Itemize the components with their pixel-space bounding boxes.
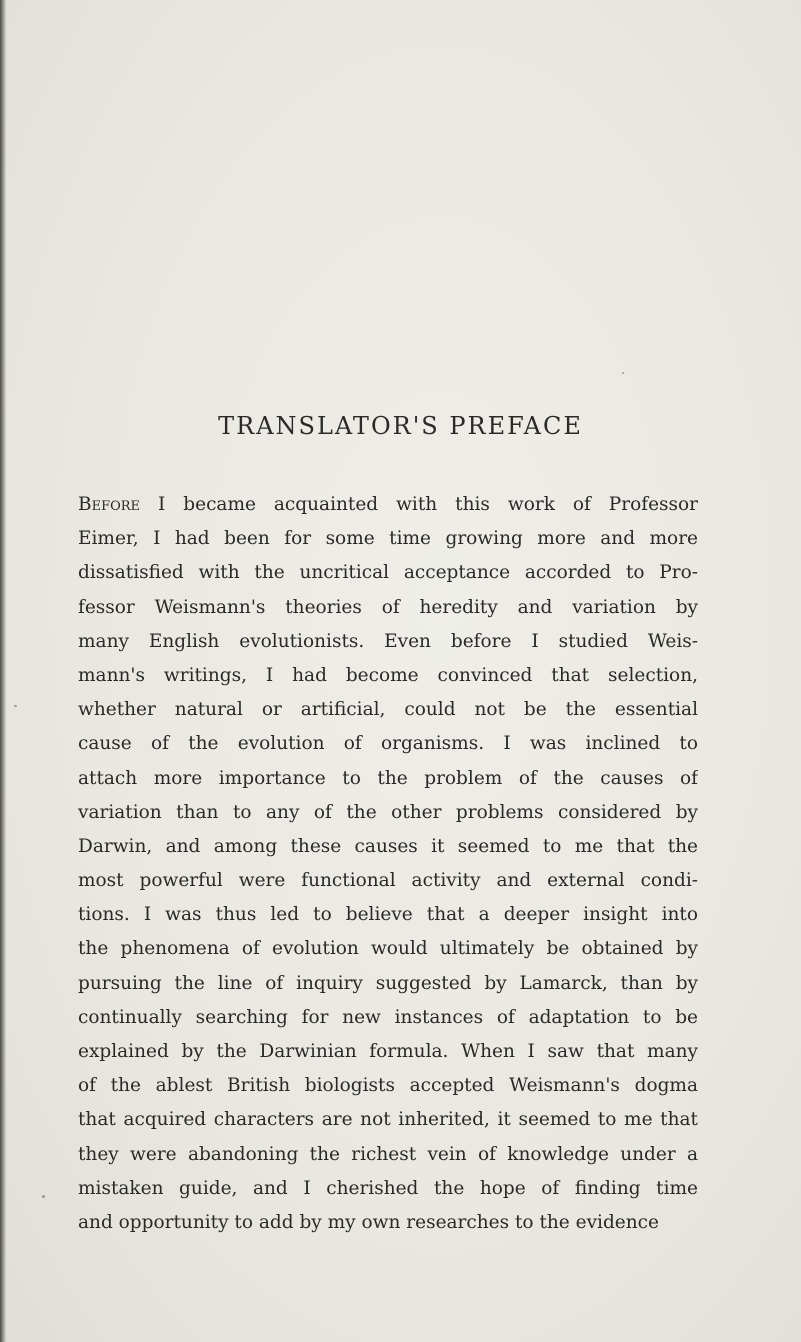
text-line: mistaken guide, and I cherished the hope of finding time [78, 1177, 698, 1199]
text-line: pursuing the line of inquiry suggested by Lamarck, than by [78, 972, 698, 994]
text-line: explained by the Darwinian formula. When I saw that many [78, 1041, 698, 1062]
text-line: the phenomena of evolution would ultimately be obtained by [78, 938, 698, 960]
text-line: mann's writings, I had become convinced that selection, [78, 664, 698, 686]
text-line: Darwin, and among these causes it seemed to me that the [78, 835, 698, 857]
text-line: continually searching for new instances of adaptation to be [78, 1006, 698, 1028]
text-line: Eimer, I had been for some time growing more and more [78, 528, 698, 550]
text-line: variation than to any of the other problems considered by [78, 801, 698, 823]
page-binding-edge [0, 0, 6, 1342]
text-line: Before I became acquainted with this work of Professor [78, 494, 698, 515]
text-line: cause of the evolution of organisms. I was inclined to [78, 733, 698, 755]
text-line: many English evolutionists. Even before I studied Weis- [78, 630, 698, 652]
text-line: tions. I was thus led to believe that a deeper insight into [78, 904, 698, 926]
preface-body [78, 488, 698, 1240]
text-line: that acquired characters are not inherited, it seemed to me that [78, 1109, 698, 1131]
paper-speck [42, 1195, 45, 1198]
text-line: attach more importance to the problem of the causes of [78, 767, 698, 789]
drop-word: Before [78, 494, 141, 515]
text-line: and opportunity to add by my own researches to the evidence [78, 1211, 659, 1233]
paper-speck [622, 372, 624, 374]
text-line: of the ablest British biologists accepted Weismann's dogma [78, 1075, 698, 1097]
text-line: dissatisfied with the uncritical acceptance accorded to Pro- [78, 562, 698, 584]
text-line: whether natural or artificial, could not be the essential [78, 699, 698, 721]
text-line: fessor Weismann's theories of heredity and variation by [78, 596, 698, 618]
text-line: most powerful were functional activity and external condi- [78, 870, 698, 892]
text-line: they were abandoning the richest vein of knowledge under a [78, 1143, 698, 1165]
page-title: TRANSLATOR'S PREFACE [218, 412, 583, 440]
paper-speck [14, 705, 17, 707]
